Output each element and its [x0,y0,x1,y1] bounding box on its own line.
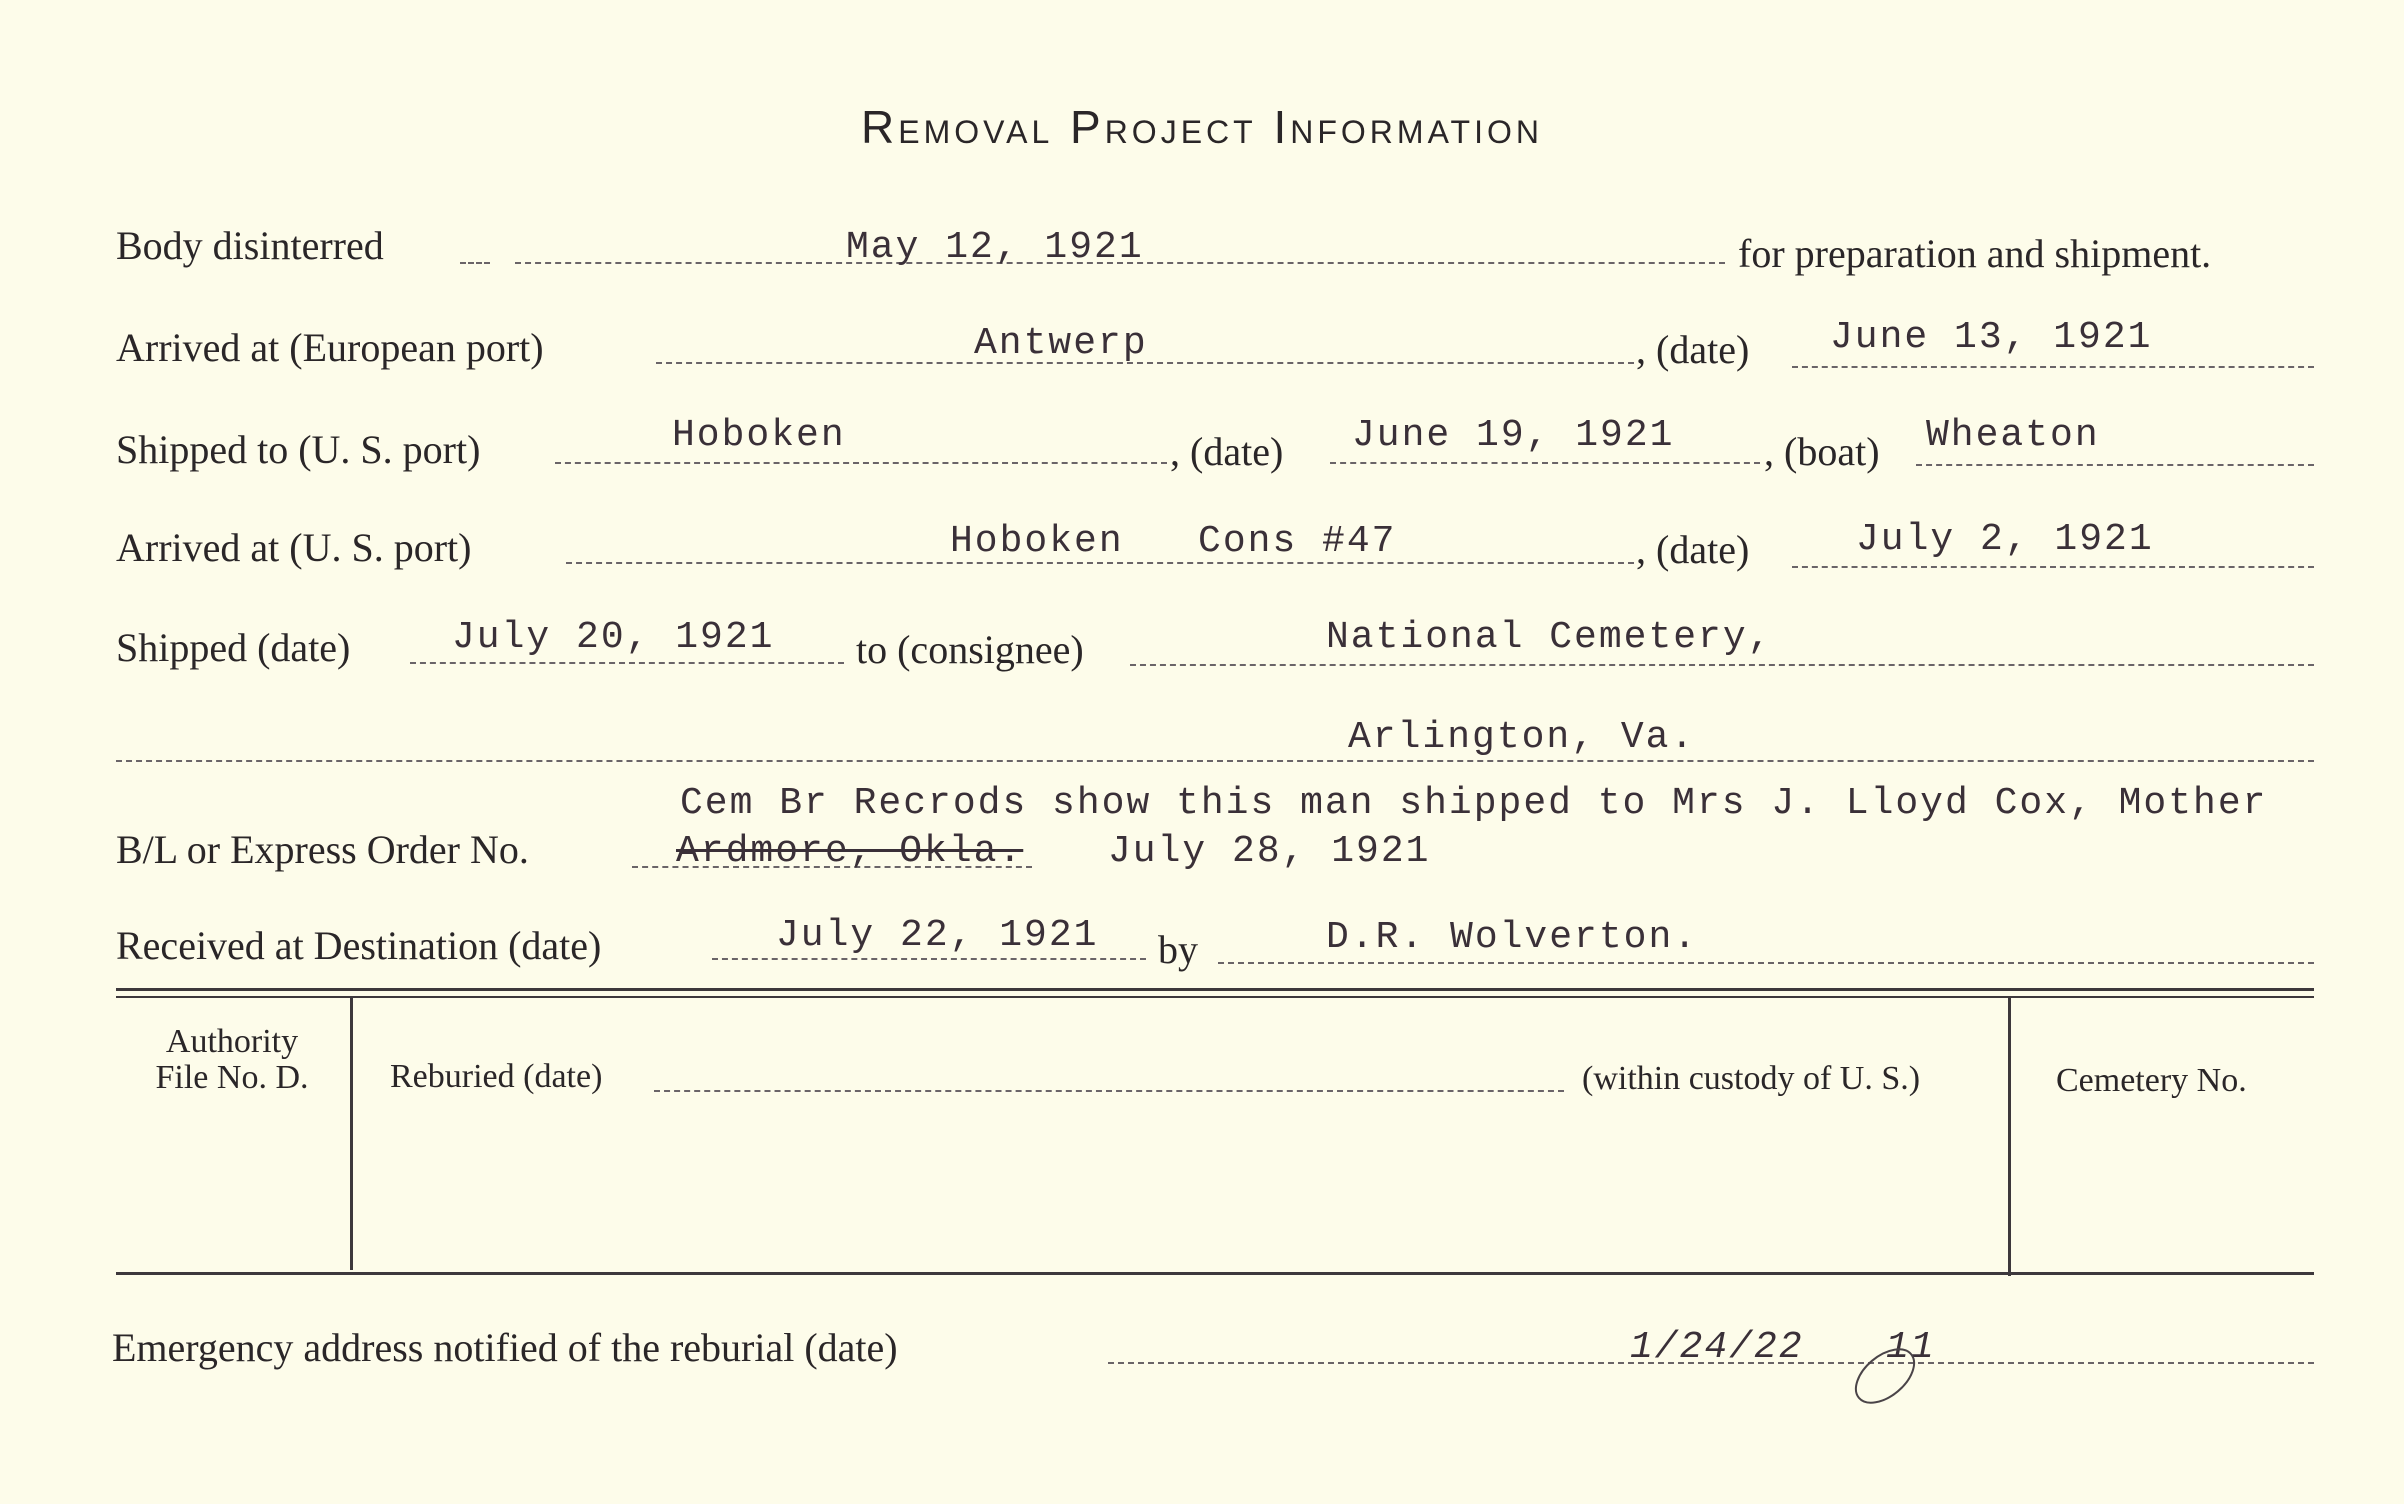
cemetery-no-label: Cemetery No. [2056,1062,2247,1099]
bl-label: B/L or Express Order No. [116,827,529,872]
consignee-dots [1130,664,2314,666]
arrived-us-port: Hoboken Cons #47 [950,520,1397,563]
shipped-us-boat-dots [1916,464,2314,466]
disinterred-value: May 12, 1921 [846,226,1144,269]
shipped-us-label: Shipped to (U. S. port) [116,427,481,472]
emergency-date: 1/24/22 [1630,1326,1804,1369]
consignee-line2-dots [116,760,2314,762]
shipped-us-port: Hoboken [672,414,846,457]
card-title: Removal Project Information [861,101,1543,153]
reburied-dots [654,1090,1564,1092]
received-by: D.R. Wolverton. [1326,916,1699,959]
authority-line2: File No. D. [155,1059,309,1096]
shipped-us-dots [555,462,1167,464]
consignee-line2: Arlington, Va. [1348,716,1696,759]
arrived-us-label: Arrived at (U. S. port) [116,525,472,570]
arrived-eu-date: June 13, 1921 [1830,316,2153,359]
received-by-dots [1218,962,2314,964]
custody-label: (within custody of U. S.) [1582,1060,1921,1097]
bl-struck-address: Ardmore, Okla. [676,830,1024,873]
disinterred-label: Body disinterred [116,223,384,268]
bl-note: Cem Br Recrods show this man shipped to Mrs J. Lloyd Cox, Mother [680,782,2268,825]
received-label: Received at Destination (date) [116,923,602,968]
arrived-us-date: July 2, 1921 [1856,518,2154,561]
shipped-us-date-label: , (date) [1170,429,1284,474]
authority-label [116,1024,348,1096]
box-divider-right [2008,998,2011,1276]
shipped-date: July 20, 1921 [452,616,775,659]
shipped-us-date-dots [1330,462,1760,464]
arrived-eu-port: Antwerp [974,322,1148,365]
arrived-us-date-dots [1792,566,2314,568]
arrived-eu-label: Arrived at (European port) [116,325,544,370]
arrived-eu-date-dots [1792,366,2314,368]
emergency-initials: 11 [1886,1326,1936,1369]
emergency-label: Emergency address notified of the reburial (date) [112,1325,898,1370]
bl-note-date: July 28, 1921 [1108,830,1431,873]
handwritten-loop-mark [1840,1336,1930,1416]
authority-line1: Authority [165,1023,299,1060]
box-divider-left [350,998,353,1270]
shipped-us-boat-label: , (boat) [1764,429,1880,474]
arrived-us-date-label: , (date) [1636,527,1750,572]
received-by-label: by [1158,927,1198,972]
consignee-line1: National Cemetery, [1326,616,1773,659]
shipped-us-date: June 19, 1921 [1352,414,1675,457]
arrived-eu-date-label: , (date) [1636,327,1750,372]
box-bottom-rule [116,1272,2314,1275]
received-date: July 22, 1921 [776,914,1099,957]
box-top-rule-2 [116,996,2314,998]
shipped-us-boat: Wheaton [1926,414,2100,457]
box-top-rule-1 [116,988,2314,991]
disinterred-suffix: for preparation and shipment. [1738,231,2212,276]
consignee-label: to (consignee) [856,627,1084,672]
reburied-label: Reburied (date) [390,1058,603,1095]
received-date-dots [712,958,1146,960]
shipped-date-dots [410,662,844,664]
disinterred-dots-a [460,262,490,264]
shipped-date-label: Shipped (date) [116,625,351,670]
